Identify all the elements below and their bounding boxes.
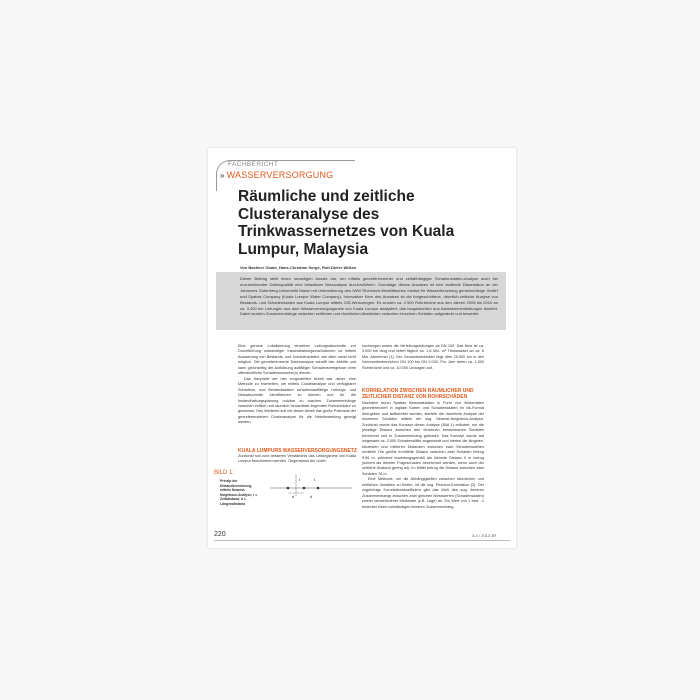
section-label-big xyxy=(220,170,333,180)
issue-info: 3-4 / 2013 3R xyxy=(472,533,497,538)
paragraph: Nachdem durch Syabas Bestandsdaten in Form von Vektordaten georeferenziert in digitale Karten und Schadensdaten im xls-Format übergeben und aufbereitet wurden, startete die räumliche Analyse der einzelnen Schäden mittels der sog. Nearest-Neighbour-Analyse. Zunächst wurde das Konzept dieser Analyse (Bild 1) erläutert, um die jeweilige Distanz zwischen den einzelnen benachbarten Schäden berechnet und in Zusammenhang gebracht. Das Konzept wurde auf insgesamt ca. 2.500 Schadensfälle angewandt und hierbei die längsten, kürzesten und mittleren Distanzen zwischen zwei Schadensstellen ermittelt. Die größte ermittelte Distanz zwischen zwei Schäden betrug 9,96 m, während erwartungsgemäß die kleinste Distanz 0 m betrug (kommt als direkter Folgeschaden bezeichnet werden, wenn auch der zeitliche Abstand gering ist). Im Mittel betrug die Distanz zwischen zwei Schäden 78 m. xyxy=(362,401,484,476)
article-title: Räumliche und zeitliche Clusteranalyse des Trinkwassernetzes von Kuala Lumpur, Malaysia xyxy=(238,188,455,258)
paragraph: Zunächst soll zum besseren Verständnis das Leitungsnetz von Kuala Lumpur beschrieben werden. Gegenstand der Unter- xyxy=(238,454,356,464)
body-column-left xyxy=(238,344,356,426)
figure-caption: Prinzip der Distanzberechnung mittels Nearest-Neighbour-Analyse; t = Zeitabstand, d = Längenabstand xyxy=(220,479,258,506)
article-authors: Von Basheer Obaid, Hans-Christian Sorge, Rolf-Dieter Wilken xyxy=(240,265,357,270)
figure-symbol-t: t xyxy=(299,477,301,482)
abstract-box xyxy=(216,272,506,330)
section-label-big-text: WASSERVERSORGUNG xyxy=(226,170,334,180)
section-label-small: FACHBERICHT xyxy=(228,161,279,168)
document-page xyxy=(208,148,516,548)
body-column-left-b xyxy=(238,454,356,465)
damage-point xyxy=(287,487,290,490)
subheading-kuala-lumpur: KUALA LUMPURS WASSERVERSORGUNGSNETZ xyxy=(238,448,357,454)
paragraph: Eine genaue Lokalisierung einzelner Leitungsabschnitte zur Durchführung notwendiger Instandhaltungsmaßnahmen ist mittels Auswertung von Bestands- und Schadensdaten, wie allen meist nicht möglich. Die georeferenzierte Datenanalyse schafft hier Abhilfe und kann gleichzeitig der Aufklärung auffälliger Schadensereignisse ohne offensichtliche Schadensursache(n) dienen. xyxy=(238,344,356,376)
figure-symbol-t: t xyxy=(314,477,316,482)
paragraph: suchungen waren die Verteilungsleitungen ab DN 100. Das Netz ist ca. 3.000 km lang und liefert täglich ca. 1,8 Mio. m³ Trinkwasser an ca. 6 Mio. Abnehmer [1]. Der Gesamtsetzbedarf liegt über 25.500 km in den Nennweitenbereichen DN 100 bis DN 2.000. Pro Jahr treten ca. 1.500 Rohrbrüche und ca. 10.000 Leckagen auf. xyxy=(362,344,484,370)
damage-point xyxy=(303,487,306,490)
abstract-text: Dieser Beitrag stellt einen neuartigen Ansatz dar, um mittels georeferenzierter und zeitabhängiger Schadensdaten-Analyse auch bei unzureichender Datenqualität eine belastbare Netzanalyse durchzuführen. Grundlage dieses Ansatzes ist eine laufende Dissertation an der Johannes Gutenberg-Universität Mainz mit Unterstützung des IWW Rheinisch-Westfälisches Institut für Wasserforschung gemeinnützige GmbH und Syabas Company (Kuala Lumpur Water Company). Innovativer Kern des Ansatzes ist die fortgeschrittene, räumlich-zeitliche Analyse von Bestands- und Schadensdaten aus Kuala Lumpur mittels GIS-Werkzeugen. Es wurden ca. 2.500 Rohrbrüche aus den Jahren 2006 bis 2010 an ca. 3.000 km Leitungen aus dem Wasserversorgungsnetz von Kuala Lumpur analysiert, das hauptsächlich aus Asbestzementleitungen besteht. Dabei wurden Zusammenhänge zwischen zeitlichen und räumlichen Abständen zwischen einzelnen Schäden aufgedeckt und bewertet. xyxy=(240,276,498,317)
damage-point xyxy=(317,487,320,490)
figure-label: BILD 1: xyxy=(214,470,235,476)
figure-symbol-d: d xyxy=(292,494,295,499)
section-arrow-icon: » xyxy=(220,171,225,180)
body-column-right xyxy=(362,344,484,371)
paragraph: Das Hauptziel der hier vorgestellten Arbeit war daher, eine Methode zu erarbeiten, um mittels Clusteranalyse und verfügbarer Schadens- und Bestandsdaten schadensauffällige Leitungs- und Netzabschnitte identifizieren zu können und für die Instandhaltungsplanung nutzbar zu machen. Zusammenhänge zwischen zeitlich und räumlich benachbart liegenden Rohrschäden zu gewinnen. Des Weiteren soll mit dieser Arbeit das große Potenzial der georeferenzierten Clusteranalyse für die Netzbewertung gezeigt werden. xyxy=(238,376,356,425)
figure-symbol-d: d xyxy=(310,494,313,499)
subheading-correlation: KORRELATION ZWISCHEN RÄUMLICHER UND ZEITLICHER DISTANZ VON ROHRSCHÄDEN xyxy=(362,388,474,400)
page-number: 220 xyxy=(214,531,226,538)
paragraph: Eine Methode, um die Abhängigkeiten zwischen räumlichen und zeitlichen Variablen zu finden, ist die sog. Pearson-Korrelation [2]. Der zugehörige Korrelationskoeffizient gibt das Maß des sog. linearen Zusammenhangs zwischen zwei gleichen Messwerten (Schadensdaten) zweier verschiedener Merkmale (z.B. Lage) an. Ein Wert von 1 bzw. -1 bedeutet einen vollständigen linearen Zusammenhang. xyxy=(362,477,484,509)
footer-divider xyxy=(214,540,510,541)
figure-diagram xyxy=(266,470,356,500)
body-column-right-b xyxy=(362,401,484,510)
